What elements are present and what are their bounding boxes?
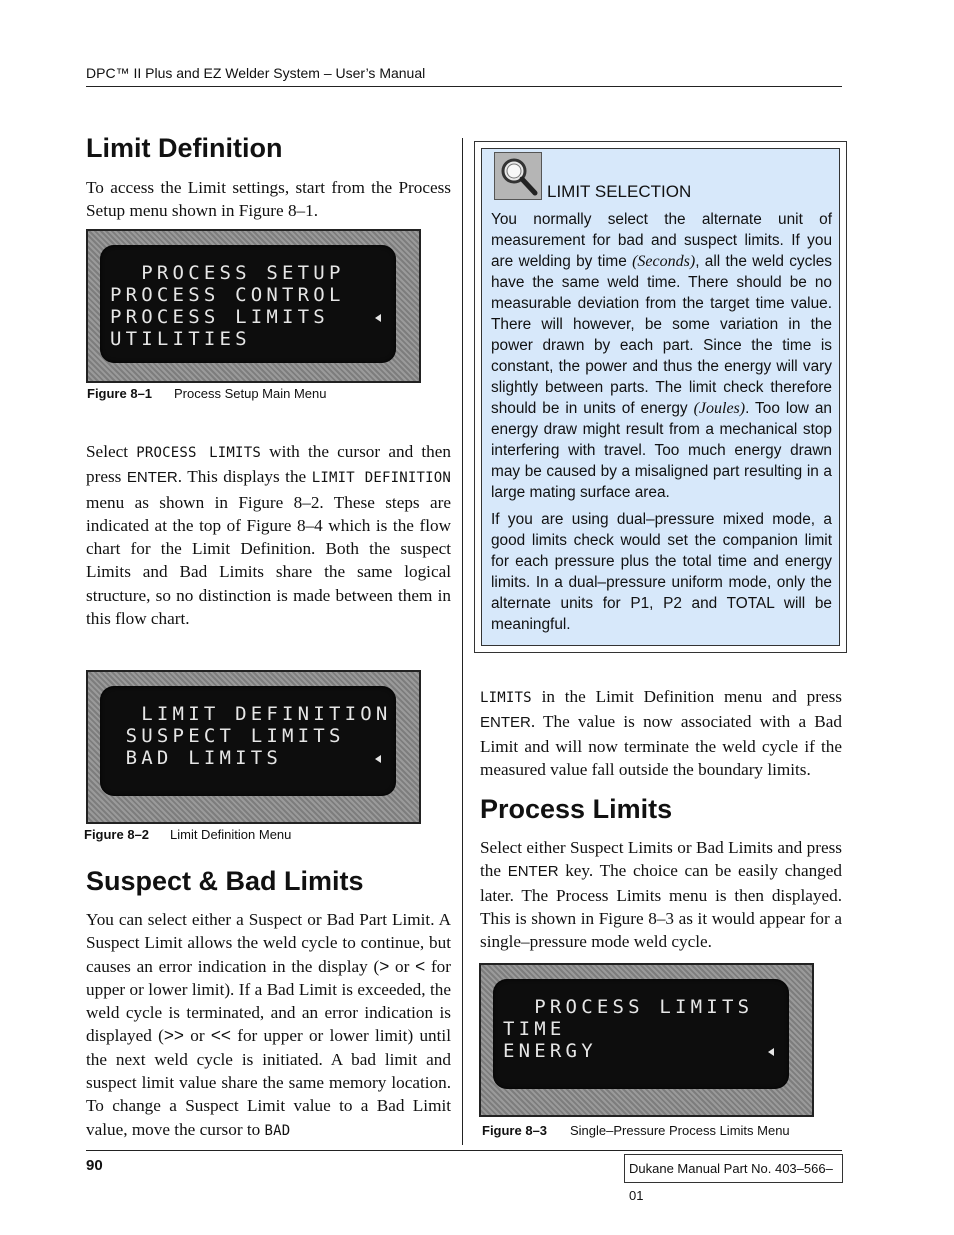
menu-term: LIMIT DEFINITION bbox=[311, 470, 451, 487]
figure-8-1-lcd bbox=[86, 229, 421, 383]
text-run: If you are using dual–pressure mixed mode, a good limits check would set the companion limit for each pressure plus the total time and energy limits. In a dual–pressure uniform mode, only the alternate units for bbox=[491, 511, 832, 612]
text-run: TOTAL bbox=[726, 595, 775, 612]
running-header bbox=[86, 64, 842, 87]
figure-8-2-caption bbox=[84, 827, 291, 842]
sidebar-paragraph-2 bbox=[491, 509, 832, 635]
text-run: for upper or lower limit). If a Bad Limit is exceeded, the weld cycle is terminated, and an error indication is displayed ( bbox=[86, 956, 451, 1046]
lcd-screen bbox=[493, 979, 789, 1089]
text-run: for upper or lower limit) until the next weld cycle is initiated. A bad limit and suspect limit value share the same memory location. To change a Suspect Limit value to a Bad Limit value, move the cursor to bbox=[86, 1026, 451, 1139]
figure-8-3-caption bbox=[482, 1123, 790, 1138]
lcd-line: PROCESS CONTROL bbox=[110, 284, 345, 306]
text-run: key. The choice can be easily changed later. The Process Limits menu is then displayed. This is shown in Figure 8–3 as it would appear for a single–pressure mode weld cycle. bbox=[480, 861, 842, 952]
key-term: ENTER bbox=[126, 469, 178, 487]
suspect-bad-limits-heading: Suspect & Bad Limits bbox=[86, 866, 364, 896]
figure-caption-text: Single–Pressure Process Limits Menu bbox=[570, 1123, 790, 1138]
lcd-line: UTILITIES bbox=[110, 328, 251, 350]
lcd-line: SUSPECT LIMITS bbox=[110, 725, 345, 747]
lcd-screen bbox=[100, 686, 396, 796]
cursor-arrow-icon bbox=[375, 755, 381, 763]
sidebar-paragraph-1 bbox=[491, 209, 832, 503]
figure-caption-text: Process Setup Main Menu bbox=[174, 386, 327, 401]
process-limits-paragraph bbox=[480, 836, 842, 953]
text-run: Select either Suspect Limits or Bad Limits and press the bbox=[480, 838, 842, 881]
text-run: and bbox=[681, 595, 727, 612]
symbol: >> bbox=[163, 1025, 184, 1046]
bad-limits-continuation bbox=[480, 685, 842, 781]
menu-term: LIMITS bbox=[480, 690, 532, 706]
text-run: will be meaningful. bbox=[491, 595, 832, 633]
lcd-line: PROCESS SETUP bbox=[110, 262, 345, 284]
menu-term: PROCESS LIMITS bbox=[136, 445, 261, 461]
limit-definition-heading: Limit Definition bbox=[86, 133, 283, 163]
process-limits-heading: Process Limits bbox=[480, 794, 673, 824]
figure-8-2-lcd bbox=[86, 670, 421, 824]
lcd-line: BAD LIMITS bbox=[110, 747, 283, 769]
text-run: (Joules) bbox=[693, 400, 746, 417]
text-run: menu as shown in Figure 8–2. These steps are indicated at the top of Figure 8–4 which is the flow chart for the Limit Definition. Both the suspect Limits and Bad Limits share the same logical structure, so no distinction is made between them in this flow chart. bbox=[86, 492, 451, 629]
select-process-limits-paragraph bbox=[86, 440, 451, 630]
text-run: , all the weld cycles have the same weld time. There should be no measurable deviation from the target time value. There will however, be some variation in the power drawn by each part. Since the time is constant, the power and thus the energy will vary slightly between parts. The limit check therefore should be in units of energy bbox=[491, 253, 832, 417]
text-run: You normally select the alternate unit of measurement for bad and suspect limits. If you are welding by time bbox=[491, 211, 832, 270]
sidebar-title: LIMIT SELECTION bbox=[547, 182, 692, 201]
figure-caption-text: Limit Definition Menu bbox=[170, 827, 292, 842]
part-number-box: Dukane Manual Part No. 403–566–01 bbox=[624, 1154, 843, 1183]
header-title: DPC™ II Plus and EZ Welder System – User’s Manual bbox=[86, 65, 426, 81]
symbol: > bbox=[379, 955, 390, 976]
lcd-line: TIME bbox=[503, 1018, 566, 1040]
text-run: or bbox=[389, 956, 416, 976]
magnifier-icon bbox=[494, 152, 542, 200]
text-run: (Seconds) bbox=[632, 253, 696, 270]
limit-definition-intro: To access the Limit settings, start from the Process Setup menu shown in Figure 8–1. bbox=[86, 178, 451, 221]
figure-label: Figure 8–3 bbox=[482, 1123, 548, 1138]
lcd-line: PROCESS LIMITS bbox=[110, 306, 329, 328]
lcd-line: ENERGY bbox=[503, 1040, 597, 1062]
key-term: ENTER bbox=[480, 714, 531, 732]
text-run: . The value is now associated with a Bad Limit and will now terminate the weld cycle if the measured value fall outside the boundary limits. bbox=[480, 712, 842, 779]
cursor-arrow-icon bbox=[768, 1048, 774, 1056]
figure-8-1-caption bbox=[87, 386, 326, 401]
menu-term: BAD bbox=[264, 1122, 291, 1139]
text-run: P1, P2 bbox=[630, 595, 682, 612]
text-run: . Too low an energy draw might result from a mechanical stop interfering with travel. Too much energy drawn may be caused by a misaligned part resulting in a large mating surface area. bbox=[491, 400, 832, 501]
text-run: . This displays the bbox=[177, 467, 312, 487]
symbol: < bbox=[415, 955, 426, 976]
column-divider bbox=[462, 138, 463, 1145]
cursor-arrow-icon bbox=[375, 314, 381, 322]
footer-rule bbox=[86, 1150, 842, 1151]
lcd-screen bbox=[100, 245, 396, 363]
text-run: or bbox=[183, 1026, 211, 1046]
figure-8-3-lcd bbox=[479, 963, 814, 1117]
figure-label: Figure 8–2 bbox=[84, 827, 150, 842]
figure-label: Figure 8–1 bbox=[87, 386, 153, 401]
text-run: You can select either a Suspect or Bad Part Limit. A Suspect Limit allows the weld cycle to continue, but causes an error indication in the display ( bbox=[86, 910, 451, 976]
symbol: << bbox=[210, 1025, 231, 1046]
key-term: ENTER bbox=[507, 863, 559, 881]
page-number: 90 bbox=[86, 1157, 103, 1174]
text-run: in the Limit Definition menu and press bbox=[531, 687, 842, 706]
suspect-bad-paragraph bbox=[86, 908, 451, 1143]
text-run: Select bbox=[86, 442, 137, 461]
lcd-line: LIMIT DEFINITION bbox=[110, 703, 392, 725]
lcd-line: PROCESS LIMITS bbox=[503, 996, 754, 1018]
text-run: with the cursor and then press bbox=[86, 442, 451, 487]
